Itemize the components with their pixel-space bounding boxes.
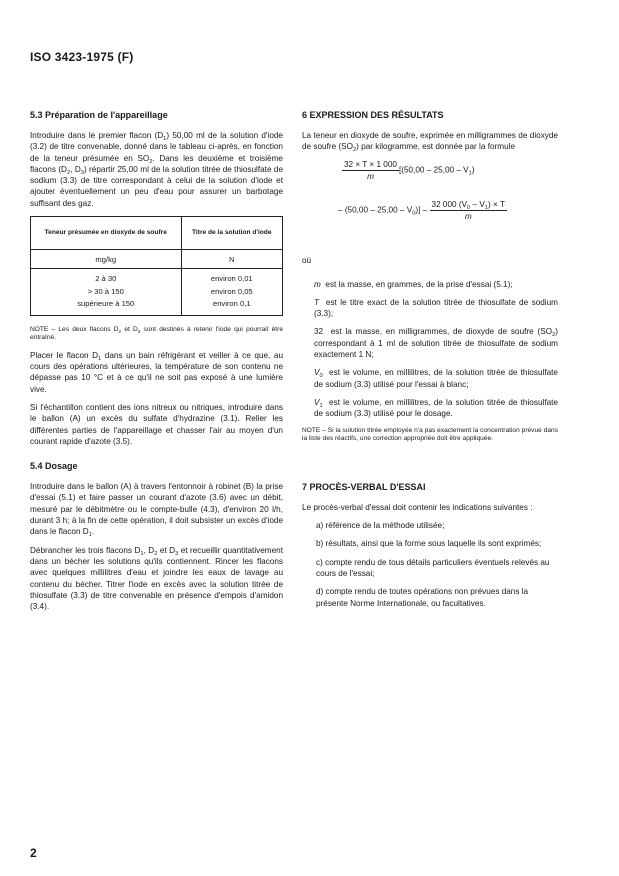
list-item: a) référence de la méthode utilisée; — [316, 521, 445, 531]
section-5-3-para-3: Si l'échantillon contient des ions nitreux ou nitriques, introduire dans le ballon (A) un excès du sulfate d'hydrazine (3.1). Relier les différentes parties de l'appareillage et chasser l'air au moyen d'un courant rapide d'azote (3.5). — [30, 402, 283, 446]
table-column-titre: environ 0,01 environ 0,05 environ 0,1 — [181, 269, 282, 316]
definition-m: m est la masse, en grammes, de la prise d'essai (5.1); — [314, 279, 513, 289]
report-items-list — [302, 520, 558, 609]
left-column — [30, 110, 283, 619]
definition-32: 32 est la masse, en milligrammes, de dioxyde de soufre $(SO_2)$ correspondant à 1 ml de solution titrée de thiosulfate de sodium exactement 1 N; — [314, 327, 558, 360]
table-unit-content: mg/kg — [31, 250, 182, 269]
table-column-content: 2 à 30 > 30 à 150 supérieure à 150 — [31, 269, 182, 316]
list-item: c) compte rendu de tous détails particuliers éventuels relevés au cours de l'essai; — [316, 557, 550, 578]
section-5-3-title: 5.3 Préparation de l'appareillage — [30, 110, 168, 120]
definition-v1: $V_1$ est le volume, en millilitres, de la solution titrée de thiosulfate de sodium (3.3) utilisé pour le dosage. — [314, 397, 558, 419]
right-column — [302, 110, 558, 616]
formula-fraction-1: $\frac{32 \times T \times 1 000}{m}$ — [344, 159, 397, 181]
section-6-note: NOTE – Si la solution titrée employée n'a pas exactement la concentration prévue dans la liste des réactifs, une correction appropriée doit être appliquée. — [302, 426, 558, 443]
section-5-4-title: 5.4 Dosage — [30, 461, 78, 472]
result-formula — [302, 160, 558, 242]
table-header-titre: Titre de la solution d'iode — [181, 217, 282, 250]
formula-line-1: $\frac{32 \times T \times 1 000}{m}$ [$(50,00 - 25,00 - V_1)$ — [344, 159, 475, 181]
section-5-3-note: NOTE – Les deux flacons $D_2$ et $D_3$ sont destinés à retenir l'iode qui pourrait être entraîné. — [30, 325, 283, 342]
iodine-titre-table — [30, 216, 283, 316]
formula-line-2: – $(50,00 - 25,00 - V_0)$] – $\frac{32 000 (V_0 - V_1) \times T}{m}$ — [338, 199, 505, 221]
section-5-3-para-2: Placer le flacon $D_1$ dans un bain réfrigérant et veiller à ce que, au cours des opérations ultérieures, la température de son contenu ne dépasse pas 10 °C et à ce qu'il ne soit pas exposé à une lumière vive. — [30, 350, 284, 394]
table-unit-titre: N — [181, 250, 282, 269]
section-5-4-para-1: Introduire dans le ballon (A) à travers l'entonnoir à robinet (B) la prise d'essai (5.1) et faire passer un courant d'azote (3.6) avec un débit, mesuré par le débitmètre ou le compte-bulle (4.3), d'environ 20 l/h, durant 3 h; à la fin de cette opération, il doit subsister un excès d'iode dans le flacon $D_1$. — [30, 482, 283, 539]
section-5-3-para-1: Introduire dans le premier flacon $(D_1)$ 50,00 ml de la solution d'iode (3.2) de titre convenable, donné dans le tableau ci-après, en fonction de la teneur présumée en $SO_2$. Dans les deuxième et troisième flacons ($D_2$, $D_3$) répartir 25,00 ml de la solution titrée de thiosulfate de sodium (3.3) de titre correspondant à celui de la solution d'iode et ajouter éventuellement un peu d'eau pour assurer un barbotage suffisant des gaz. — [30, 131, 283, 208]
document-id: ISO 3423-1975 (F) — [30, 50, 134, 64]
table-header-content: Teneur présumée en dioxyde de soufre — [31, 217, 182, 250]
page-number: 2 — [30, 846, 37, 860]
definition-v0: $V_0$ est le volume, en millilitres, de la solution titrée de thiosulfate de sodium (3.3) utilisé pour l'essai à blanc; — [314, 368, 558, 389]
list-item: b) résultats, ainsi que la forme sous laquelle ils sont exprimés; — [316, 539, 542, 549]
formula-fraction-2: $\frac{32 000 (V_0 - V_1) \times T}{m}$ — [431, 199, 505, 221]
where-label: où — [302, 255, 312, 265]
section-5-4-para-2: Débrancher les trois flacons $D_1$, $D_2$ et $D_3$ et recueillir quantitativement dans un bécher les solutions qu'ils contiennent. Rincer les flacons avec quelques millilitres d'eau et joindre les eaux de lavage au contenu du bécher. Titrer l'iode en excès avec la solution titrée de thiosulfate (3.3) de titre convenable en présence d'empois d'amidon (3.4). — [30, 545, 284, 612]
section-7-intro: Le procès-verbal d'essai doit contenir les indications suivantes : — [302, 502, 533, 512]
variable-definitions — [302, 279, 558, 420]
list-item: d) compte rendu de toutes opérations non prévues dans la présente Norme Internationale, ou facultatives. — [316, 587, 529, 608]
section-6-title: 6 EXPRESSION DES RÉSULTATS — [302, 110, 444, 120]
section-6-intro: La teneur en dioxyde de soufre, exprimée en milligrammes de dioxyde de soufre $(SO_2)$ par kilogramme, est donnée par la formule — [302, 131, 558, 154]
section-7-title: 7 PROCÈS-VERBAL D'ESSAI — [302, 481, 426, 492]
definition-t: T est le titre exact de la solution titrée de thiosulfate de sodium (3.3); — [314, 297, 558, 319]
